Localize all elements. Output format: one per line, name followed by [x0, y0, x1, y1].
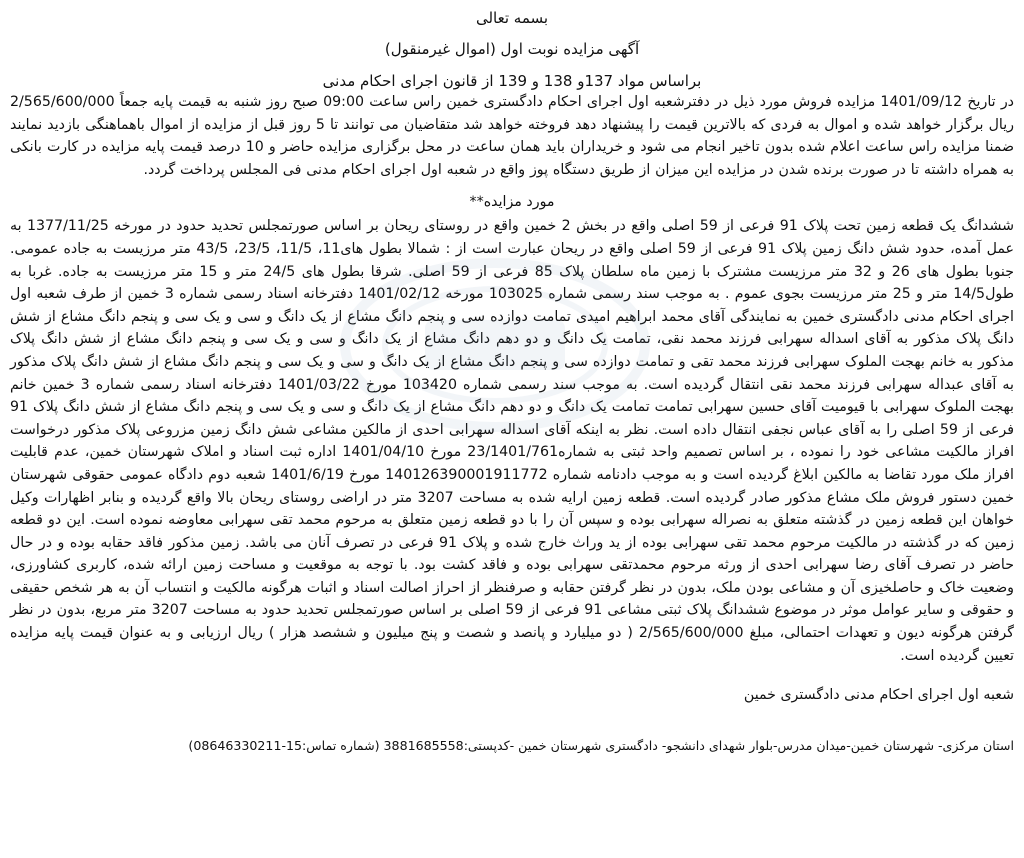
intro-paragraph: در تاریخ 1401/09/12 مزایده فروش مورد ذیل در دفترشعبه اول اجرای احکام دادگستری خمین راس ساعت 09:00 صبح روز شنبه به قیمت پایه جمعاً 2/565/600/000 ریال برگزار خواهد شده و اموال به فردی که بالاترین قیمت را پیشنهاد دهد فروخته خواهد شد متقاضیان می توانند تا 5 روز قبل از مزایده از اموال باهماهنگی بازدید نمایند ضمنا مزایده راس ساعت اعلام شده بدون تاخیر انجام می شود و خریداران باید همان ساعت در محل برگزاری مزایده حاضر و 10 درصد قیمت پایه مزایده در کارت بانکی به همراه داشته تا در صورت برنده شدن در مزایده این میزان از طریق دستگاه پوز واقع در شعبه اول اجرای احکام مدنی فی المجلس پرداخت گردد. [10, 94, 1015, 178]
contact-address-footer: استان مرکزی- شهرستان خمین-میدان مدرس-بلوار شهدای دانشجو- دادگستری شهرستان خمین -کدپستی:3881685558 (شماره تماس:15-08646330211) [188, 738, 1014, 754]
legal-basis: براساس مواد 137و 138 و 139 از قانون اجرای احکام مدنی [322, 72, 702, 90]
auction-subject-title: مورد مزایده** [469, 194, 555, 211]
property-description-paragraph: ششدانگ یک قطعه زمین تحت پلاک 91 فرعی از 59 اصلی واقع در بخش 2 خمین واقع در روستای ریحان بر اساس صورتمجلس تحدید حدود در مورخه 1377/11/25 به عمل آمده، حدود شش دانگ زمین پلاک 91 فرعی از 59 اصلی واقع در ریحان عبارت است از : شمالا بطول های11، 11/5، 23/5، 43/5 متر مرزیست به جاده عمومی. جنوبا بطول های 26 و 32 متر مرزیست مشترک با زمین ماه سلطان پلاک 85 فرعی از 59 اصلی. شرقا بطول های 24/5 متر و 15 متر مرزیست به جاده. غربا به طول14/5 متر و 25 متر مرزیست بجوی عموم . به موجب سند رسمی شماره 103025 مورخه 1401/02/12 دفترخانه اسناد رسمی شماره 3 خمین از طرف شعبه اول اجرای احکام مدنی دادگستری خمین به نمایندگی آقای محمد ابراهیم امیدی تمامت دوازده سی و پنجم دانگ مشاع از یک دانگ و سی و یک سی و پنجم دانگ مشاع از شش دانگ پلاک مذکور به آقای اسداله سهرابی فرزند محمد نقی، تمامت یک دانگ و دو دهم دانگ مشاع از یک دانگ و سی و یک سی و پنجم دانگ مشاع از شش دانگ پلاک مذکور به خانم بهجت الملوک سهرابی فرزند محمد تقی و تمامت دوازده سی و پنجم دانگ مشاع از یک دانگ و سی و یک سی و پنجم دانگ مشاع از شش دانگ پلاک مذکور به آقای عبداله سهرابی فرزند محمد نقی انتقال گردیده است. به موجب سند رسمی شماره 103420 مورخ 1401/03/22 دفترخانه اسناد رسمی شماره 3 خمین خانم بهجت الملوک سهرابی با قیومیت آقای حسین سهرابی تمامت تمامت یک دانگ و دو دهم دانگ مشاع از یک دانگ و سی و یک سی و پنجم دانگ مشاع از شش دانگ پلاک 91 فرعی از 59 اصلی را به آقای عباس نجفی انتقال داده است. نظر به اینکه آقای اسداله سهرابی احدی از مالکین مشاعی شش دانگ زمین مزروعی پلاک مذکور درخواست افراز مالکیت مشاعی خود را نموده ، بر اساس تصمیم واحد ثبتی به شماره23/1401/761 مورخ 1401/04/10 اداره ثبت اسناد و املاک شهرستان خمین، عدم قابلیت افراز ملک مورد تقاضا به مالکین ابلاغ گردیده است و به موجب دادنامه شماره 140126390001911772 مورخ 1401/6/19 شعبه دوم دادگاه عمومی حقوقی شهرستان خمین دستور فروش ملک مشاع مذکور صادر گردیده است. قطعه زمین ارایه شده به مساحت 3207 متر در اراضی روستای ریحان بالا واقع گردیده و بنابر اظهارات وکیل خواهان این قطعه زمین در گذشته متعلق به نصراله سهرابی بوده و سپس آن را با دو قطعه زمین متعلق به مرحوم محمد تقی سهرابی معاوضه نموده است. این دو قطعه زمین که در گذشته در مالکیت مرحوم محمد تقی سهرابی بوده از ید وراث خارج شده و پلاک 91 فرعی در تصرف آنان می باشد. زمین مذکور فاقد حقابه بوده و در حال حاضر در تصرف آقای رضا سهرابی احدی از ورثه مرحوم محمدتقی سهرابی بوده و فاقد کشت بود. با توجه به موقعیت و مساحت زمین ارائه شده، کاربری کشاورزی، وضعیت خاک و حاصلخیزی آن و مشاعی بودن ملک، بدون در نظر گرفتن حقابه و صرفنظر از احراز اصالت اسناد و اثبات هرگونه مالکیت و انتساب آن به هر شخص حقیقی و حقوقی و سایر عوامل موثر در موضوع ششدانگ پلاک ثبتی مشاعی 91 فرعی از 59 اصلی بر اساس صورتمجلس تحدید حدود به مساحت 3207 متر مربع، بدون در نظر گرفتن هرگونه دیون و تعهدات احتمالی، مبلغ 2/565/600/000 ( دو میلیارد و پانصد و شصت و پنج میلیون و ششصد هزار ) ریال ارزیابی و به عنوان قیمت پایه مزایده تعیین گردیده است. [10, 218, 1015, 664]
notice-title: آگهی مزایده نوبت اول (اموال غیرمنقول) [384, 40, 640, 58]
header-basmala: بسمه تعالی [475, 9, 549, 27]
issuing-office-signature: شعبه اول اجرای احکام مدنی دادگستری خمین [743, 687, 1014, 704]
